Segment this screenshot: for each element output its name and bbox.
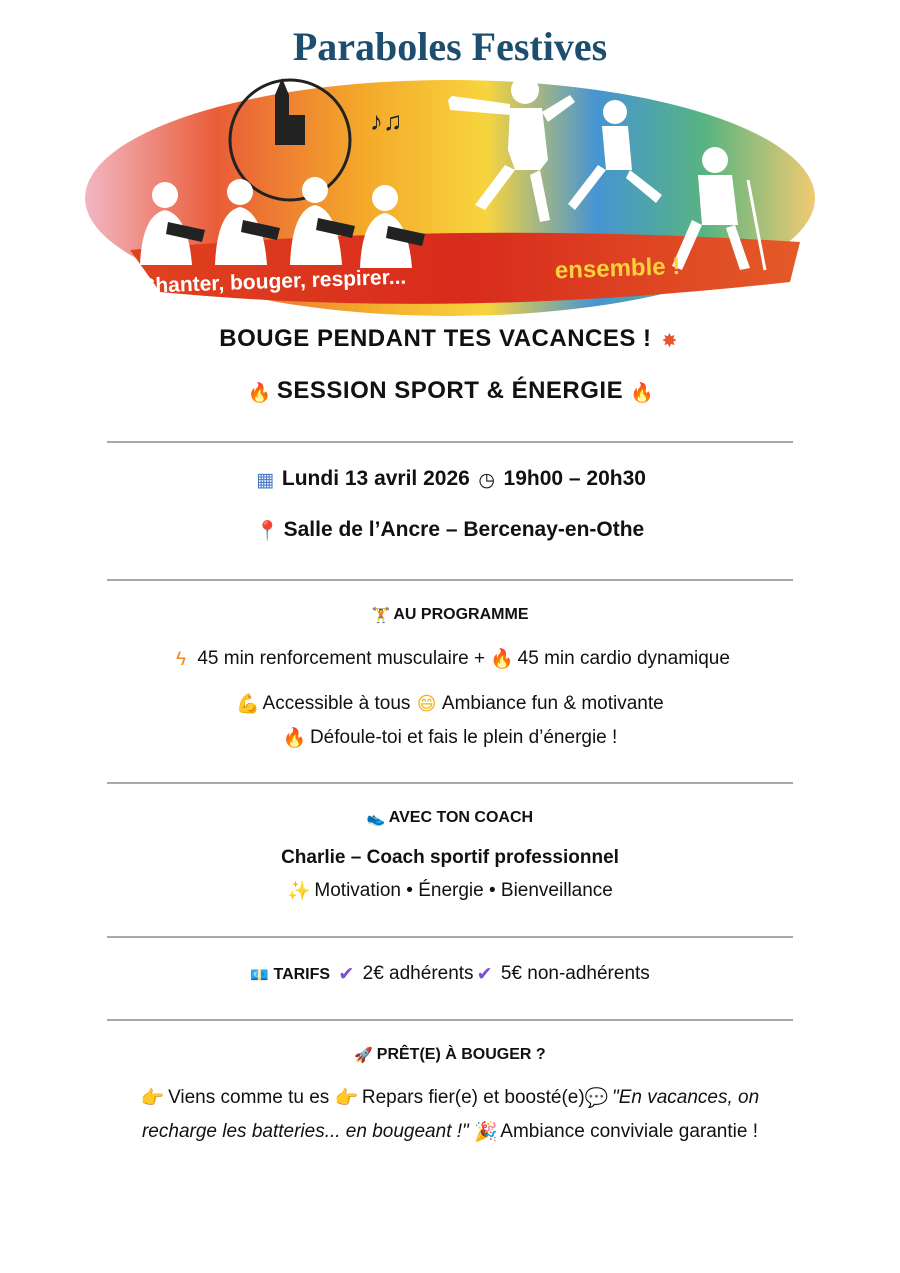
programme-line1 [0,647,900,671]
coach-values-line [0,879,900,903]
sparkles-icon: ✨ [287,881,311,902]
pointing-hand-icon: 👉 [334,1088,359,1109]
rocket-icon: 🚀 [354,1047,374,1064]
collision-icon: ✸ [661,331,678,352]
programme-title: AU PROGRAMME [393,606,529,623]
tagline-part1: Chanter, bouger, respirer... [139,265,407,298]
grin-icon: 😄 [416,694,437,715]
programme-heading [0,606,900,624]
coach-name: Charlie – Coach sportif professionnel [281,847,619,868]
event-date: Lundi 13 avril 2026 [281,467,470,490]
tarifs-line [0,963,900,986]
music-note-icon: ♪♫ [370,106,403,136]
divider [107,936,793,938]
headline-line2: SESSION SPORT & ÉNERGIE [276,377,624,404]
programme-item3: Accessible à tous [262,693,411,714]
party-popper-icon: 🎉 [474,1122,498,1143]
checkmark-icon: ✔ [338,964,355,985]
divider [107,1019,793,1021]
programme-item1: 45 min renforcement musculaire + [197,648,486,669]
brand-title: Paraboles Festives [292,24,608,69]
event-time: 19h00 – 20h30 [503,467,646,490]
headline-2 [0,377,900,405]
ready-line1 [0,1086,900,1110]
divider [107,441,793,443]
sneaker-icon: 👟 [366,810,386,827]
headline-line1: BOUGE PENDANT TES VACANCES ! [219,325,652,352]
ready-item2: Repars fier(e) et boosté(e) [361,1087,585,1108]
muscle-icon: 💪 [236,694,260,715]
ready-title: PRÊT(E) À BOUGER ? [376,1046,546,1063]
coach-title: AVEC TON COACH [388,809,534,826]
tarif-adherents: 2€ adhérents [362,963,474,984]
pin-icon: 📍 [255,521,280,542]
programme-line2 [0,692,900,716]
clock-icon: ◷ [478,470,495,491]
event-place [0,518,900,543]
speech-bubble-icon: 💬 [584,1088,609,1109]
divider [107,782,793,784]
divider [107,579,793,581]
tagline-part2: ensemble ! [554,252,681,285]
programme-item2: 45 min cardio dynamique [517,648,730,669]
event-datetime [0,467,900,492]
tarif-non-adherents: 5€ non-adhérents [500,963,650,984]
coach-heading [0,809,900,827]
banknote-icon: 💶 [250,967,269,984]
event-location: Salle de l’Ancre – Bercenay-en-Othe [283,518,645,541]
fire-icon: 🔥 [282,728,307,749]
lightning-icon: ϟ [176,649,187,670]
programme-item5: Défoule-toi et fais le plein d’énergie ! [309,727,618,748]
headline-1 [0,325,900,353]
coach-values: Motivation • Énergie • Bienveillance [314,880,613,901]
ready-quote-part1: "En vacances, on [611,1087,760,1108]
ready-line2 [0,1120,900,1144]
programme-line3 [0,726,900,750]
banner [70,20,830,330]
tarifs-title: TARIFS [273,966,331,983]
ready-item3: Ambiance conviviale garantie ! [500,1121,758,1142]
banner-illustration [70,20,830,330]
ready-item1: Viens comme tu es [168,1087,330,1108]
fire-icon: 🔥 [247,383,272,404]
ready-quote-part2: recharge les batteries... en bougeant !" [141,1121,469,1142]
fire-icon: 🔥 [490,649,515,670]
ready-heading [0,1046,900,1064]
calendar-icon: ▦ [256,470,275,491]
weightlifter-icon: 🏋 [371,607,391,624]
fire-icon: 🔥 [630,383,655,404]
programme-item4: Ambiance fun & motivante [441,693,664,714]
checkmark-icon: ✔ [476,964,493,985]
pointing-hand-icon: 👉 [140,1088,165,1109]
